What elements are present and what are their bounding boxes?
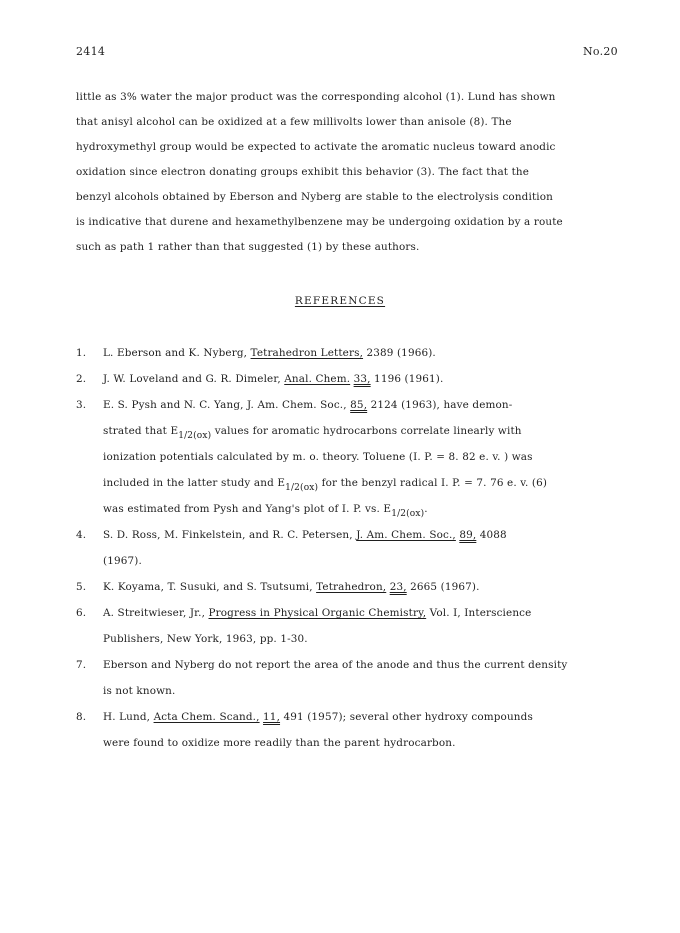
journal-title: Tetrahedron,	[316, 581, 387, 593]
ref-text: L. Eberson and K. Nyberg,	[103, 347, 251, 359]
ref-text: strated that E	[103, 425, 179, 437]
reference-6	[76, 607, 616, 659]
ref-text: 1196 (1961).	[370, 373, 444, 385]
volume: 11,	[263, 711, 281, 723]
body-line: such as path 1 rather than that suggested (1) by these authors.	[76, 241, 420, 253]
reference-number: 5.	[76, 581, 87, 593]
reference-number: 8.	[76, 711, 87, 723]
body-paragraph	[76, 91, 596, 266]
body-line: little as 3% water the major product was the corresponding alcohol (1). Lund has shown	[76, 91, 556, 103]
reference-line	[103, 581, 616, 607]
reference-line	[103, 425, 616, 451]
page-number: 2414	[76, 45, 106, 58]
reference-line: were found to oxidize more readily than the parent hydrocarbon.	[103, 737, 456, 749]
reference-number: 2.	[76, 373, 87, 385]
references-list	[76, 347, 616, 763]
ref-text: included in the latter study and E	[103, 477, 286, 489]
reference-number: 4.	[76, 529, 87, 541]
subscript: 1/2(ox)	[391, 509, 425, 519]
ref-text: K. Koyama, T. Susuki, and S. Tsutsumi,	[103, 581, 317, 593]
references-heading-text: REFERENCES	[294, 295, 386, 307]
ref-text: A. Streitwieser, Jr.,	[103, 607, 209, 619]
reference-line	[103, 529, 616, 555]
reference-7	[76, 659, 616, 711]
body-line: oxidation since electron donating groups exhibit this behavior (3). The fact that the	[76, 166, 530, 178]
body-line: that anisyl alcohol can be oxidized at a few millivolts lower than anisole (8). The	[76, 116, 512, 128]
ref-text: E. S. Pysh and N. C. Yang, J. Am. Chem. Soc.,	[103, 399, 351, 411]
reference-line	[103, 503, 616, 529]
ref-text: Vol. I, Interscience	[426, 607, 532, 619]
ref-text: 2124 (1963), have demon-	[367, 399, 513, 411]
reference-1	[76, 347, 616, 373]
references-heading	[0, 295, 680, 307]
reference-3	[76, 399, 616, 529]
reference-number: 6.	[76, 607, 87, 619]
ref-text: 4088	[476, 529, 507, 541]
reference-line: is not known.	[103, 685, 176, 697]
ref-text: was estimated from Pysh and Yang's plot of I. P. vs. E	[103, 503, 392, 515]
subscript: 1/2(ox)	[178, 431, 212, 441]
body-line: benzyl alcohols obtained by Eberson and Nyberg are stable to the electrolysis condition	[76, 191, 554, 203]
reference-8	[76, 711, 616, 763]
reference-line	[103, 477, 616, 503]
ref-text: for the benzyl radical I. P. = 7. 76 e. v. (6)	[318, 477, 548, 489]
journal-title: Tetrahedron Letters,	[250, 347, 364, 359]
reference-line	[103, 373, 616, 399]
volume: 89,	[459, 529, 477, 541]
volume: 85,	[350, 399, 368, 411]
journal-title: Anal. Chem.	[284, 373, 351, 385]
book-title: Progress in Physical Organic Chemistry,	[208, 607, 427, 619]
reference-number: 1.	[76, 347, 87, 359]
issue-number: No.20	[582, 45, 618, 58]
ref-text: 2665 (1967).	[406, 581, 480, 593]
ref-text: S. D. Ross, M. Finkelstein, and R. C. Petersen,	[103, 529, 357, 541]
reference-line: (1967).	[103, 555, 142, 567]
ref-text: .	[424, 503, 428, 515]
volume: 23,	[389, 581, 407, 593]
ref-text: 2389 (1966).	[363, 347, 436, 359]
reference-2	[76, 373, 616, 399]
reference-line	[103, 399, 616, 425]
reference-5	[76, 581, 616, 607]
subscript: 1/2(ox)	[285, 483, 319, 493]
reference-line	[103, 347, 616, 373]
reference-line: ionization potentials calculated by m. o. theory. Toluene (I. P. = 8. 82 e. v. ) was	[103, 451, 533, 463]
reference-number: 7.	[76, 659, 87, 671]
body-line: is indicative that durene and hexamethylbenzene may be undergoing oxidation by a route	[76, 216, 563, 228]
ref-text: values for aromatic hydrocarbons correlate linearly with	[211, 425, 522, 437]
body-line: hydroxymethyl group would be expected to activate the aromatic nucleus toward anodic	[76, 141, 556, 153]
ref-text: J. W. Loveland and G. R. Dimeler,	[103, 373, 285, 385]
reference-line	[103, 711, 616, 737]
ref-text: 491 (1957); several other hydroxy compounds	[280, 711, 533, 723]
reference-4	[76, 529, 616, 581]
reference-number: 3.	[76, 399, 87, 411]
ref-text: H. Lund,	[103, 711, 154, 723]
journal-title: Acta Chem. Scand.,	[153, 711, 260, 723]
reference-line: Eberson and Nyberg do not report the area of the anode and thus the current density	[103, 659, 568, 671]
journal-title: J. Am. Chem. Soc.,	[356, 529, 456, 541]
reference-line: Publishers, New York, 1963, pp. 1-30.	[103, 633, 308, 645]
reference-line	[103, 607, 616, 633]
volume: 33,	[353, 373, 371, 385]
